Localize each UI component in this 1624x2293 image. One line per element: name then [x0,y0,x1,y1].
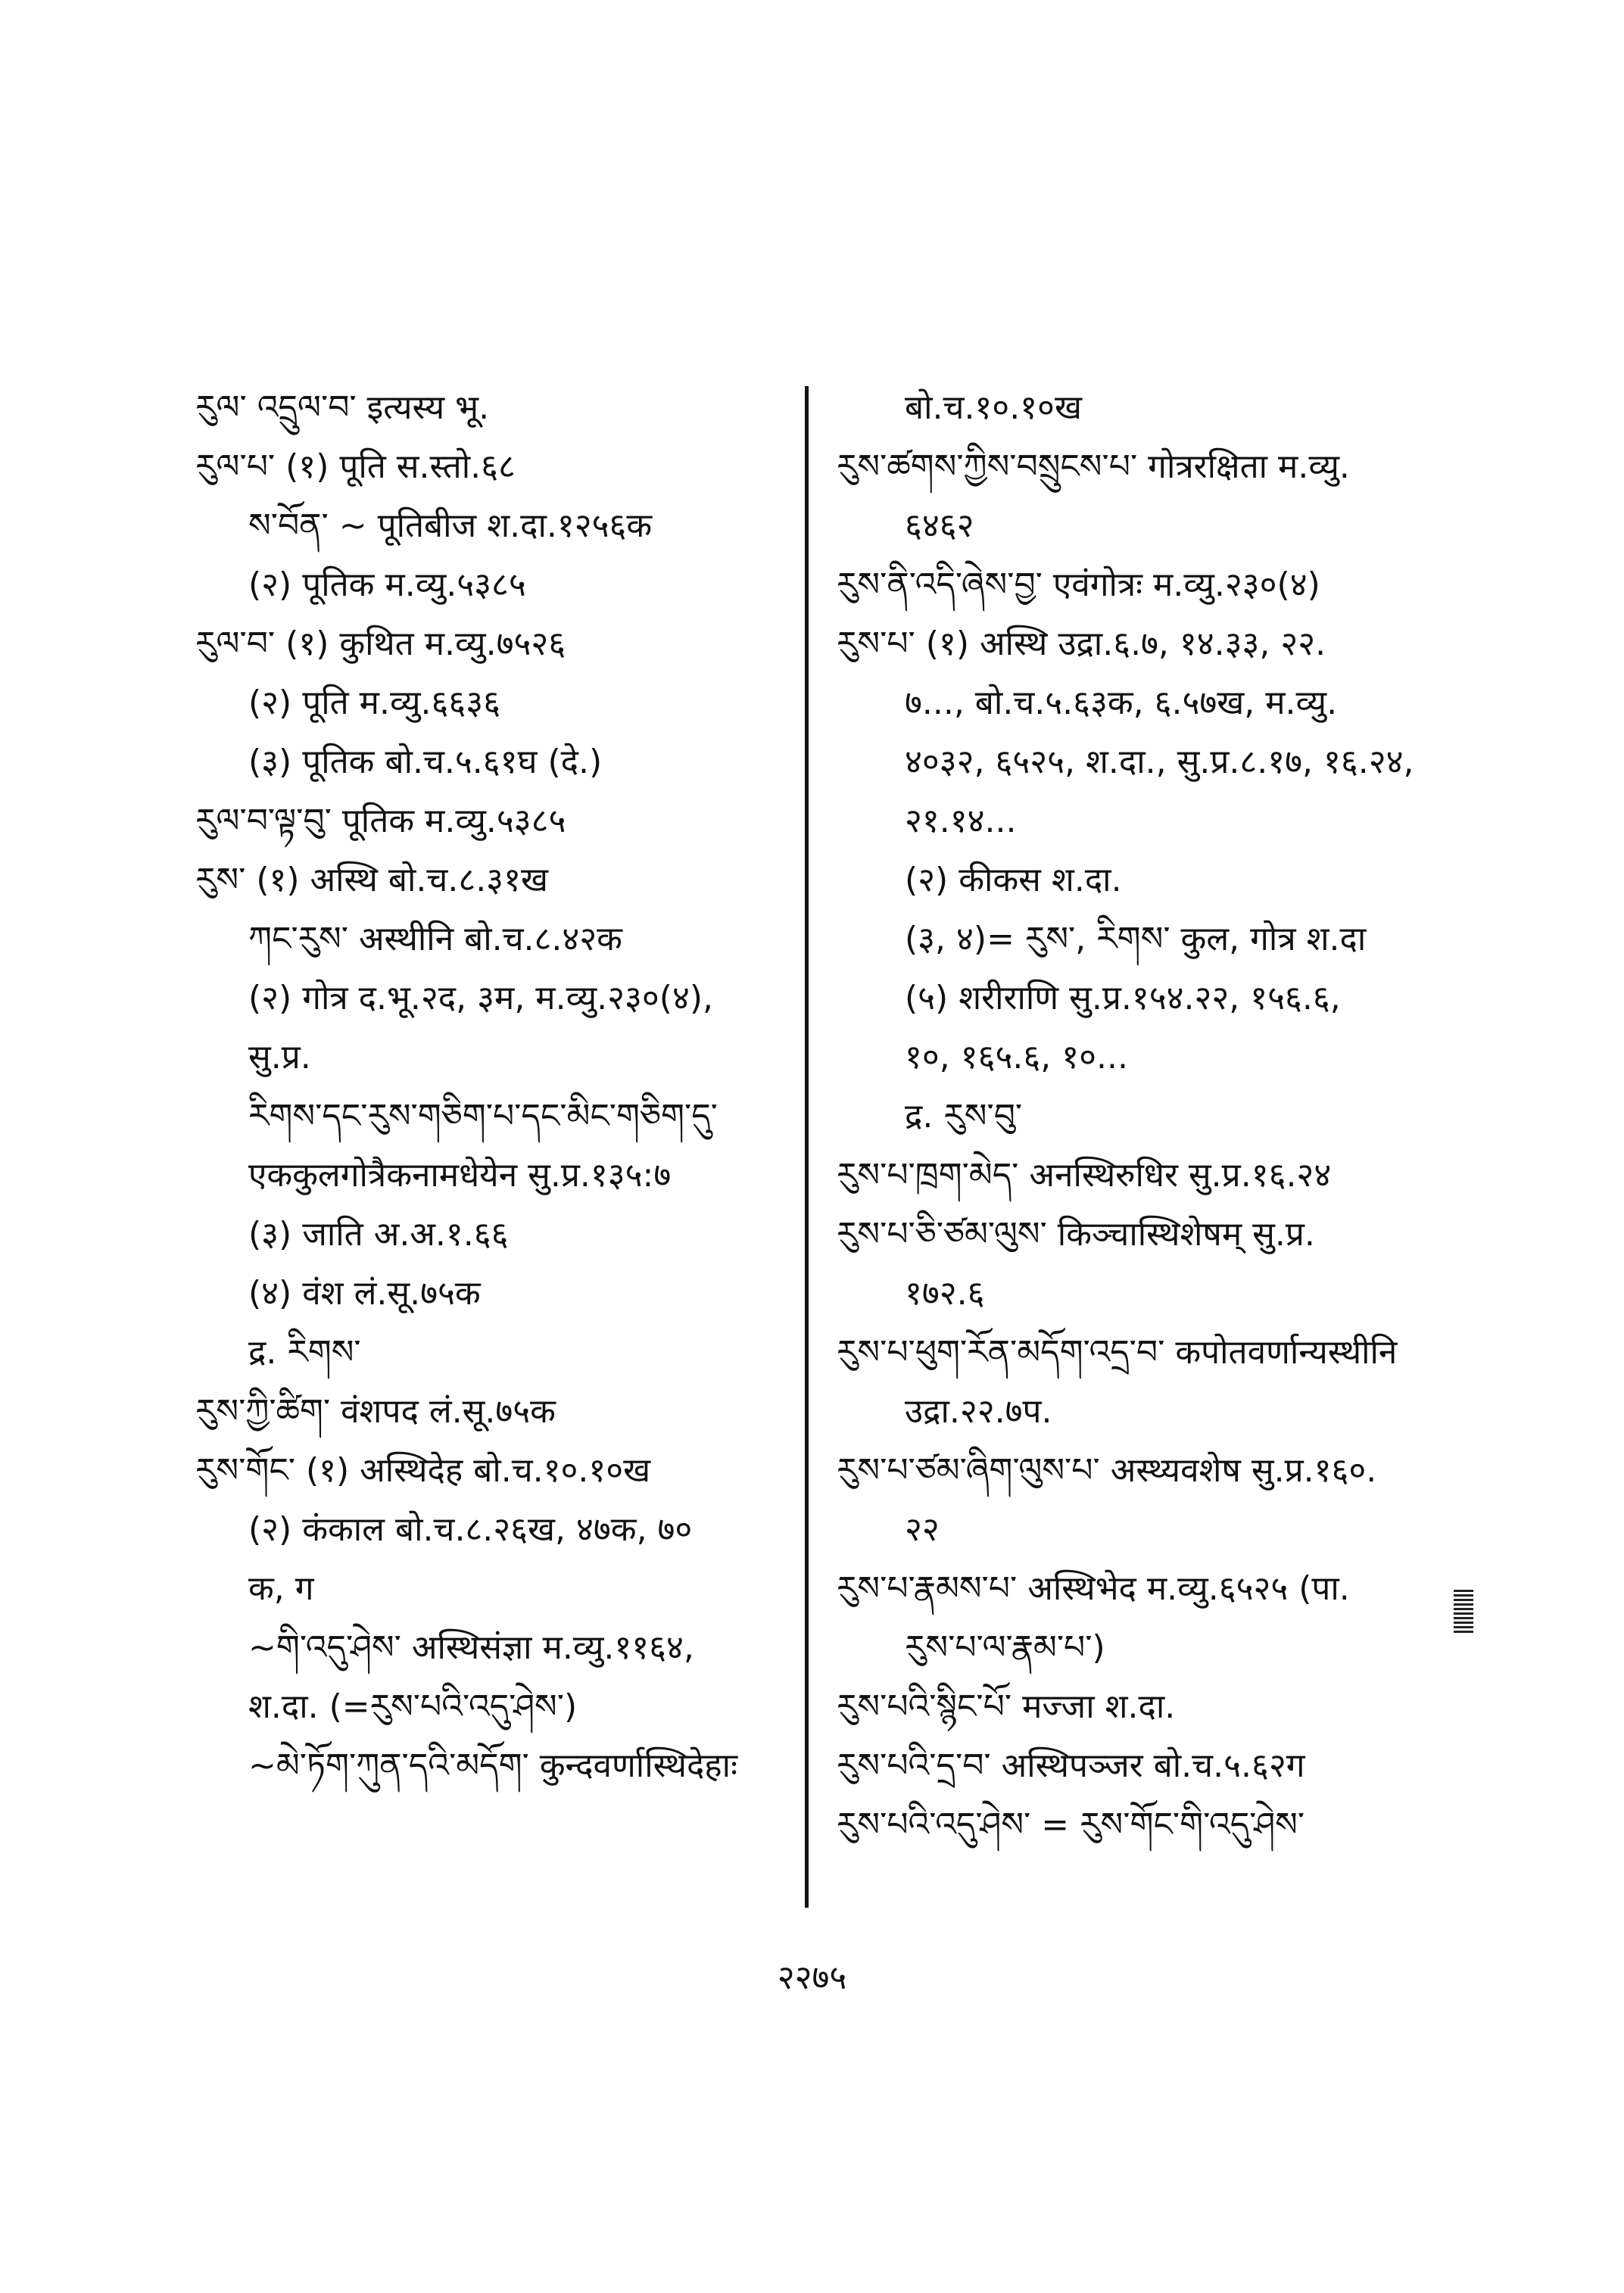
dictionary-line: རུལ་ འདྲུལ་བ་ इत्यस्य भू. [195,388,490,427]
dictionary-line: १७२.६ [905,1274,985,1313]
dictionary-line: (२) पूतिक म.व्यु.५३८५ [248,565,526,604]
dictionary-line: རུལ་བ་ (१) कुथित म.व्यु.७५२६ [195,625,566,663]
dictionary-line: ६४६२ [905,506,974,545]
dictionary-line: द्र. རུས་བུ་ [905,1097,1023,1136]
dictionary-line: २२ [905,1510,940,1549]
dictionary-line: རུས་གོང་ (१) अस्थिदेह बो.च.१०.१०ख [195,1451,651,1490]
dictionary-line: (२) कंकाल बो.च.८.२६ख, ४७क, ७० [248,1510,693,1549]
dictionary-line: རུས་ཀྱི་ཚིག་ वंशपद लं.सू.७५क [195,1392,556,1431]
dictionary-line: རུས་པའི་དྲ་བ་ अस्थिपञ्जर बो.च.५.६२ग [837,1746,1305,1785]
dictionary-line: རུལ་བ་ལྟ་བུ་ पूतिक म.व्यु.५३८५ [195,802,566,840]
dictionary-line: (२) कीकस श.दा. [905,861,1122,899]
dictionary-line: ४०३२, ६५२५, श.दा., सु.प्र.८.१७, १६.२४, [905,743,1414,781]
dictionary-line: རུལ་པ་ (१) पूति स.स्तो.६८ [195,447,516,486]
dictionary-line: (३, ४)= རུས་, རིགས་ कुल, गोत्र श.दा [905,920,1367,958]
dictionary-line: क, ग [248,1569,314,1608]
dictionary-line: (२) पूति म.व्यु.६६३६ [248,684,501,722]
dictionary-line: རིགས་དང་རུས་གཅིག་པ་དང་མིང་གཅིག་དུ་ [248,1097,718,1136]
dictionary-line: རུས་པ་ཁྲག་མེད་ अनस्थिरुधिर सु.प्र.१६.२४ [837,1156,1332,1195]
dictionary-line: རུས་པ་ཙམ་ཞིག་ལུས་པ་ अस्थ्यवशेष सु.प्र.१६०. [837,1451,1377,1490]
dictionary-line: ~གི་འདུ་ཤེས་ अस्थिसंज्ञा म.व्यु.११६४, [248,1628,694,1667]
dictionary-line: རུས་པ་ཕུག་རོན་མདོག་འདྲ་བ་ कपोतवर्णान्यस्थीनि [837,1333,1398,1372]
dictionary-line: बो.च.१०.१०ख [905,388,1082,427]
dictionary-line: (३) जाति अ.अ.१.६६ [248,1215,509,1254]
dictionary-line: द्र. རིགས་ [248,1333,361,1372]
dictionary-line: རུས་པའི་སྙིང་པོ་ मज्जा श.दा. [837,1687,1176,1726]
dictionary-line: (२) गोत्र द.भू.२द, ३म, म.व्यु.२३०(४), [248,979,713,1017]
margin-mark [1454,1590,1473,1635]
dictionary-line: རུས་ཚགས་ཀྱིས་བསྲུངས་པ་ गोत्ररक्षिता म.व्यु. [837,447,1350,486]
dictionary-line: རུས་པ་ཅི་ཙམ་ལུས་ किञ्चास्थिशेषम् सु.प्र. [837,1215,1315,1254]
dictionary-line: श.दा. (=རུས་པའི་འདུ་ཤེས་) [248,1687,578,1726]
dictionary-line: सु.प्र. [248,1038,311,1076]
dictionary-line: རུས་པ་ལ་རྣམ་པ་) [905,1628,1105,1667]
page-number: २२७५ [777,1958,847,1997]
dictionary-line: རུས་ནི་འདི་ཞེས་བྱ་ एवंगोत्रः म.व्यु.२३०(४) [837,565,1320,604]
dictionary-line: རུས་པའི་འདུ་ཤེས་ = རུས་གོང་གི་འདུ་ཤེས་ [837,1805,1305,1844]
right-column [837,379,1457,1855]
dictionary-line: ས་བོན་ ~ पूतिबीज श.दा.१२५६क [248,506,653,545]
dictionary-line: ७..., बो.च.५.६३क, ६.५७ख, म.व्यु. [905,684,1338,722]
dictionary-line: (४) वंश लं.सू.७५क [248,1274,481,1313]
left-column [195,379,793,1796]
dictionary-line: (३) पूतिक बो.च.५.६१घ (दे.) [248,743,603,781]
dictionary-line: ~མེ་ཏོག་ཀུན་དའི་མདོག་ कुन्दवर्णास्थिदेहाः [248,1746,737,1785]
dictionary-line: उद्रा.२२.७प. [905,1392,1052,1431]
dictionary-line: (५) शरीराणि सु.प्र.१५४.२२, १५६.६, [905,979,1341,1017]
dictionary-line: एककुलगोत्रैकनामधेयेन सु.प्र.१३५:७ [248,1156,672,1195]
dictionary-line: རུས་པ་རྣམས་པ་ अस्थिभेद म.व्यु.६५२५ (पा. [837,1569,1350,1608]
dictionary-line: རུས་པ་ (१) अस्थि उद्रा.६.७, १४.३३, २२. [837,625,1326,663]
dictionary-line: १०, १६५.६, १०... [905,1038,1128,1076]
dictionary-line: २१.१४... [905,802,1017,840]
column-divider [805,386,809,1908]
dictionary-line: རུས་ (१) अस्थि बो.च.८.३१ख [195,861,548,899]
dictionary-line: ཀང་རུས་ अस्थीनि बो.च.८.४२क [248,920,622,958]
